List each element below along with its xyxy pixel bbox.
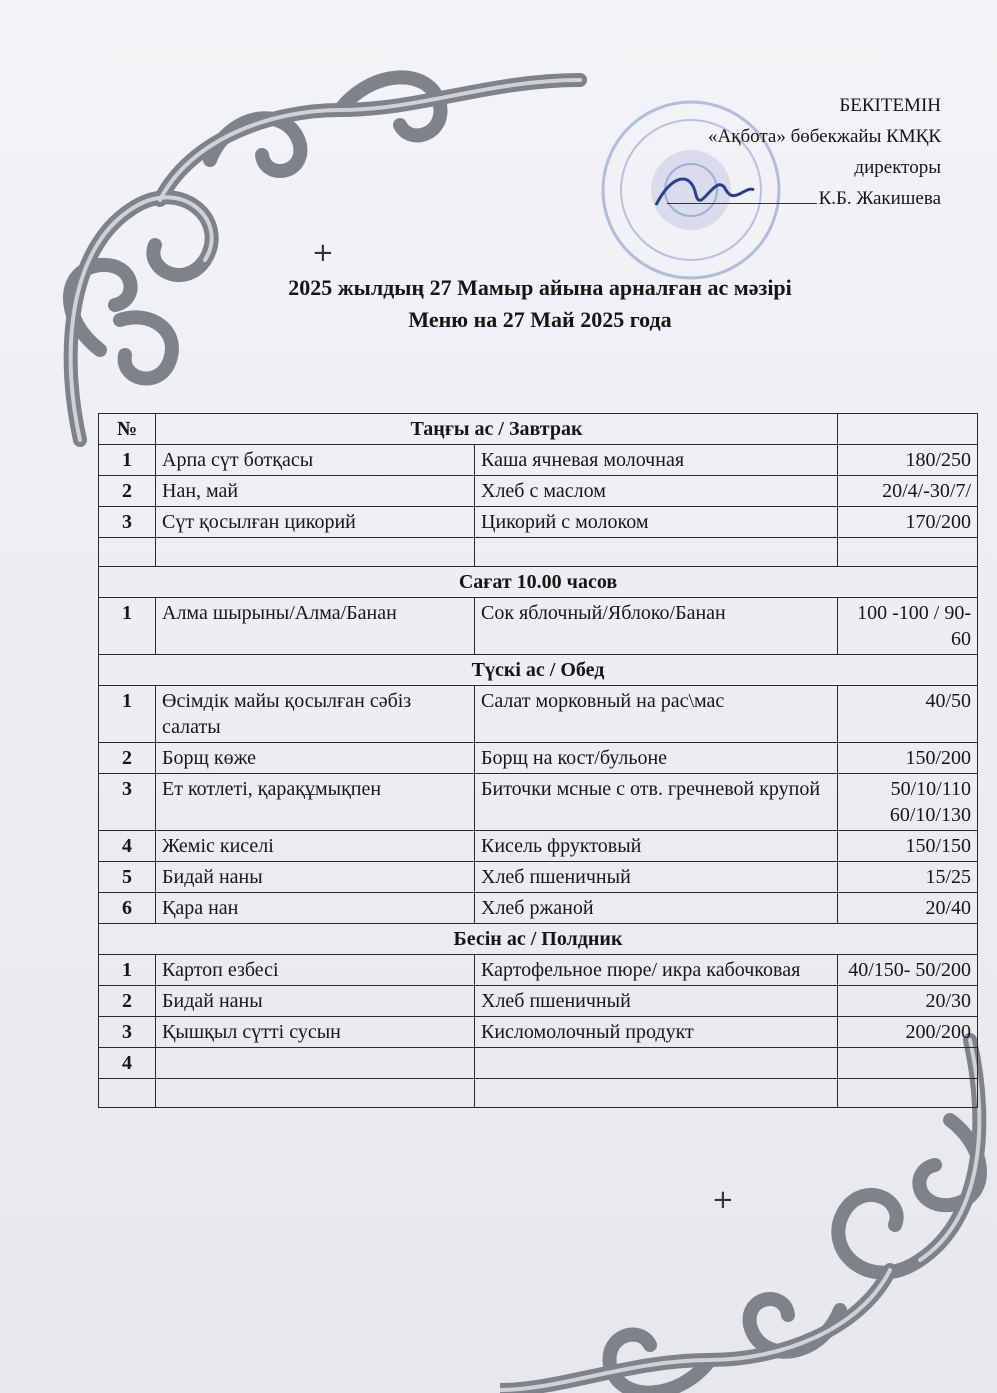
portion-size: 150/200 [838, 743, 978, 774]
approval-organization: «Ақбота» бөбекжайы КМҚК [708, 126, 941, 147]
document-title [200, 272, 880, 336]
portion-size: 20/30 [838, 986, 978, 1017]
portion-size: 40/50 [838, 686, 978, 743]
dish-name-ru [475, 538, 838, 567]
portion-size: 20/40 [838, 893, 978, 924]
empty-row [99, 1079, 978, 1108]
row-number: 6 [99, 893, 156, 924]
table-row [99, 445, 978, 476]
section-header-row [99, 414, 978, 445]
table-row [99, 1048, 978, 1079]
portion-size: 170/200 [838, 507, 978, 538]
dish-name-ru: Цикорий с молоком [475, 507, 838, 538]
portion-size: 180/250 [838, 445, 978, 476]
row-number: 2 [99, 986, 156, 1017]
dish-name-kz: Ет котлеті, қарақұмықпен [156, 774, 475, 831]
approval-block [667, 90, 941, 214]
portion-size: 200/200 [838, 1017, 978, 1048]
row-number: 1 [99, 955, 156, 986]
row-number: 5 [99, 862, 156, 893]
row-number: 4 [99, 1048, 156, 1079]
dish-name-kz: Қышқыл сүтті сусын [156, 1017, 475, 1048]
table-row [99, 507, 978, 538]
signature-line [667, 189, 817, 204]
dish-name-kz: Жеміс киселі [156, 831, 475, 862]
dish-name-kz: Бидай наны [156, 862, 475, 893]
menu-table [98, 413, 978, 1108]
dish-name-ru: Хлеб с маслом [475, 476, 838, 507]
dish-name-ru: Хлеб пшеничный [475, 986, 838, 1017]
row-number: 3 [99, 1017, 156, 1048]
table-row [99, 1017, 978, 1048]
approval-heading: БЕКІТЕМІН [839, 95, 941, 116]
approval-signature-line [667, 183, 941, 214]
table-row [99, 774, 978, 831]
table-row [99, 893, 978, 924]
row-number: 3 [99, 774, 156, 831]
dish-name-kz: Сүт қосылған цикорий [156, 507, 475, 538]
table-row [99, 831, 978, 862]
title-kz: 2025 жылдың 27 Мамыр айына арналған ас мәзірі [288, 275, 792, 300]
dish-name-ru: Биточки мсные с отв. гречневой крупой [475, 774, 838, 831]
dish-name-ru: Борщ на кост/бульоне [475, 743, 838, 774]
dish-name-kz: Бидай наны [156, 986, 475, 1017]
portion-size: 100 -100 / 90-60 [838, 598, 978, 655]
cross-mark-icon: + [712, 1185, 734, 1215]
dish-name-kz: Алма шырыны/Алма/Банан [156, 598, 475, 655]
dish-name-ru: Салат морковный на рас\мас [475, 686, 838, 743]
empty-row [99, 538, 978, 567]
dish-name-ru: Кисломолочный продукт [475, 1017, 838, 1048]
section-header-row [99, 567, 978, 598]
table-row [99, 955, 978, 986]
portion-size: 20/4/-30/7/ [838, 476, 978, 507]
portion-size: 50/10/110 60/10/130 [838, 774, 978, 831]
section-title: Сағат 10.00 часов [99, 567, 978, 598]
section-header-row [99, 924, 978, 955]
dish-name-kz [156, 1079, 475, 1108]
table-row [99, 986, 978, 1017]
portion-size [838, 538, 978, 567]
dish-name-kz: Нан, май [156, 476, 475, 507]
dish-name-ru [475, 1048, 838, 1079]
section-title: Түскі ас / Обед [99, 655, 978, 686]
row-number: 3 [99, 507, 156, 538]
row-number: 1 [99, 445, 156, 476]
table-row [99, 862, 978, 893]
dish-name-ru: Хлеб пшеничный [475, 862, 838, 893]
dish-name-ru: Хлеб ржаной [475, 893, 838, 924]
dish-name-kz: Борщ көже [156, 743, 475, 774]
dish-name-kz: Өсімдік майы қосылған сәбіз салаты [156, 686, 475, 743]
approval-name: К.Б. Жакишева [818, 188, 941, 209]
approval-position: директоры [854, 157, 941, 178]
dish-name-ru: Кисель фруктовый [475, 831, 838, 862]
portion-size: 40/150- 50/200 [838, 955, 978, 986]
portion-size: 150/150 [838, 831, 978, 862]
dish-name-ru [475, 1079, 838, 1108]
section-title: Таңғы ас / Завтрак [156, 414, 838, 445]
dish-name-kz [156, 538, 475, 567]
table-row [99, 598, 978, 655]
row-number: 1 [99, 686, 156, 743]
row-number [99, 538, 156, 567]
portion-size [838, 1048, 978, 1079]
portion-size [838, 1079, 978, 1108]
row-number [99, 1079, 156, 1108]
dish-name-kz: Картоп езбесі [156, 955, 475, 986]
table-cell [838, 414, 978, 445]
dish-name-kz: Арпа сүт ботқасы [156, 445, 475, 476]
portion-size: 15/25 [838, 862, 978, 893]
table-row [99, 476, 978, 507]
section-header-row [99, 655, 978, 686]
dish-name-ru: Сок яблочный/Яблоко/Банан [475, 598, 838, 655]
row-number: 1 [99, 598, 156, 655]
row-number: 2 [99, 743, 156, 774]
cross-mark-icon: + [312, 238, 334, 268]
row-number: 2 [99, 476, 156, 507]
section-title: Бесін ас / Полдник [99, 924, 978, 955]
dish-name-ru: Каша ячневая молочная [475, 445, 838, 476]
table-row [99, 686, 978, 743]
row-number: 4 [99, 831, 156, 862]
table-row [99, 743, 978, 774]
title-ru: Меню на 27 Май 2025 года [408, 307, 672, 332]
column-header-number: № [99, 414, 156, 445]
dish-name-kz: Қара нан [156, 893, 475, 924]
dish-name-ru: Картофельное пюре/ икра кабочковая [475, 955, 838, 986]
dish-name-kz [156, 1048, 475, 1079]
